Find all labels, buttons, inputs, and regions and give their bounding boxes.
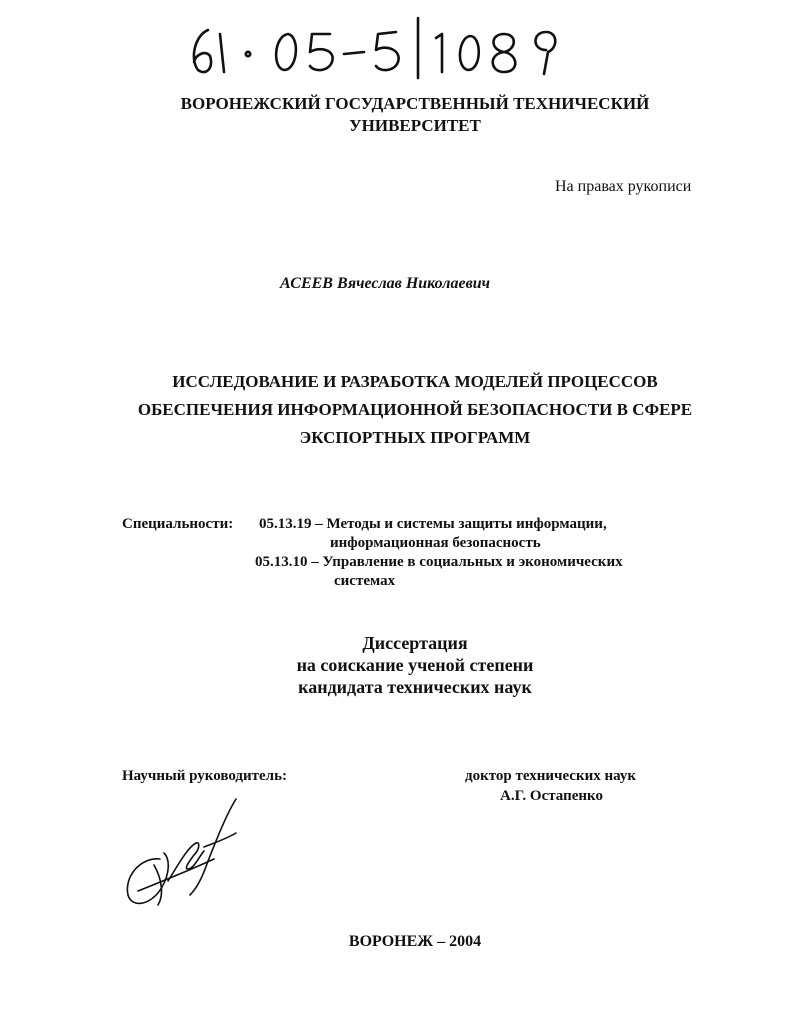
specialty-row [122,515,712,534]
degree-statement [200,632,630,698]
specialty-2-line-1: 05.13.10 – Управление в социальных и экономических [255,554,623,570]
advisor-label: Научный руководитель: [122,768,287,784]
specialties-block [122,515,712,591]
city-year: ВОРОНЕЖ – 2004 [348,933,482,950]
university-line-1: ВОРОНЕЖСКИЙ ГОСУДАРСТВЕННЫЙ ТЕХНИЧЕСКИЙ [180,94,650,113]
dissertation-title [100,368,730,452]
title-line-1: ИССЛЕДОВАНИЕ И РАЗРАБОТКА МОДЕЛЕЙ ПРОЦЕССОВ [172,372,658,391]
handwritten-archive-code [180,12,580,82]
author-name: АСЕЕВ Вячеслав Николаевич [280,275,491,292]
advisor-name: А.Г. Остапенко [500,788,604,804]
specialties-label: Специальности: [122,516,234,532]
university-name [100,93,730,137]
advisor-degree: доктор технических наук [465,768,637,784]
rights-note: На правах рукописи [555,178,692,195]
university-line-2: УНИВЕРСИТЕТ [349,116,481,135]
degree-line-2: на соискание ученой степени [296,655,534,675]
specialty-1-line-2: информационная безопасность [330,535,541,551]
specialty-1-line-1: 05.13.19 – Методы и системы защиты информации, [259,516,607,532]
specialty-row [122,572,712,591]
title-line-3: ЭКСПОРТНЫХ ПРОГРАММ [299,428,531,447]
degree-line-3: кандидата технических наук [298,677,532,697]
degree-line-1: Диссертация [362,633,468,653]
specialty-row [122,534,712,553]
handwritten-code-drawing [180,12,580,82]
handwritten-signature [118,795,258,915]
specialty-row [122,553,712,572]
signature-drawing [118,795,258,915]
specialty-2-line-2: системах [334,573,396,589]
title-line-2: ОБЕСПЕЧЕНИЯ ИНФОРМАЦИОННОЙ БЕЗОПАСНОСТИ В СФЕРЕ [137,400,693,419]
